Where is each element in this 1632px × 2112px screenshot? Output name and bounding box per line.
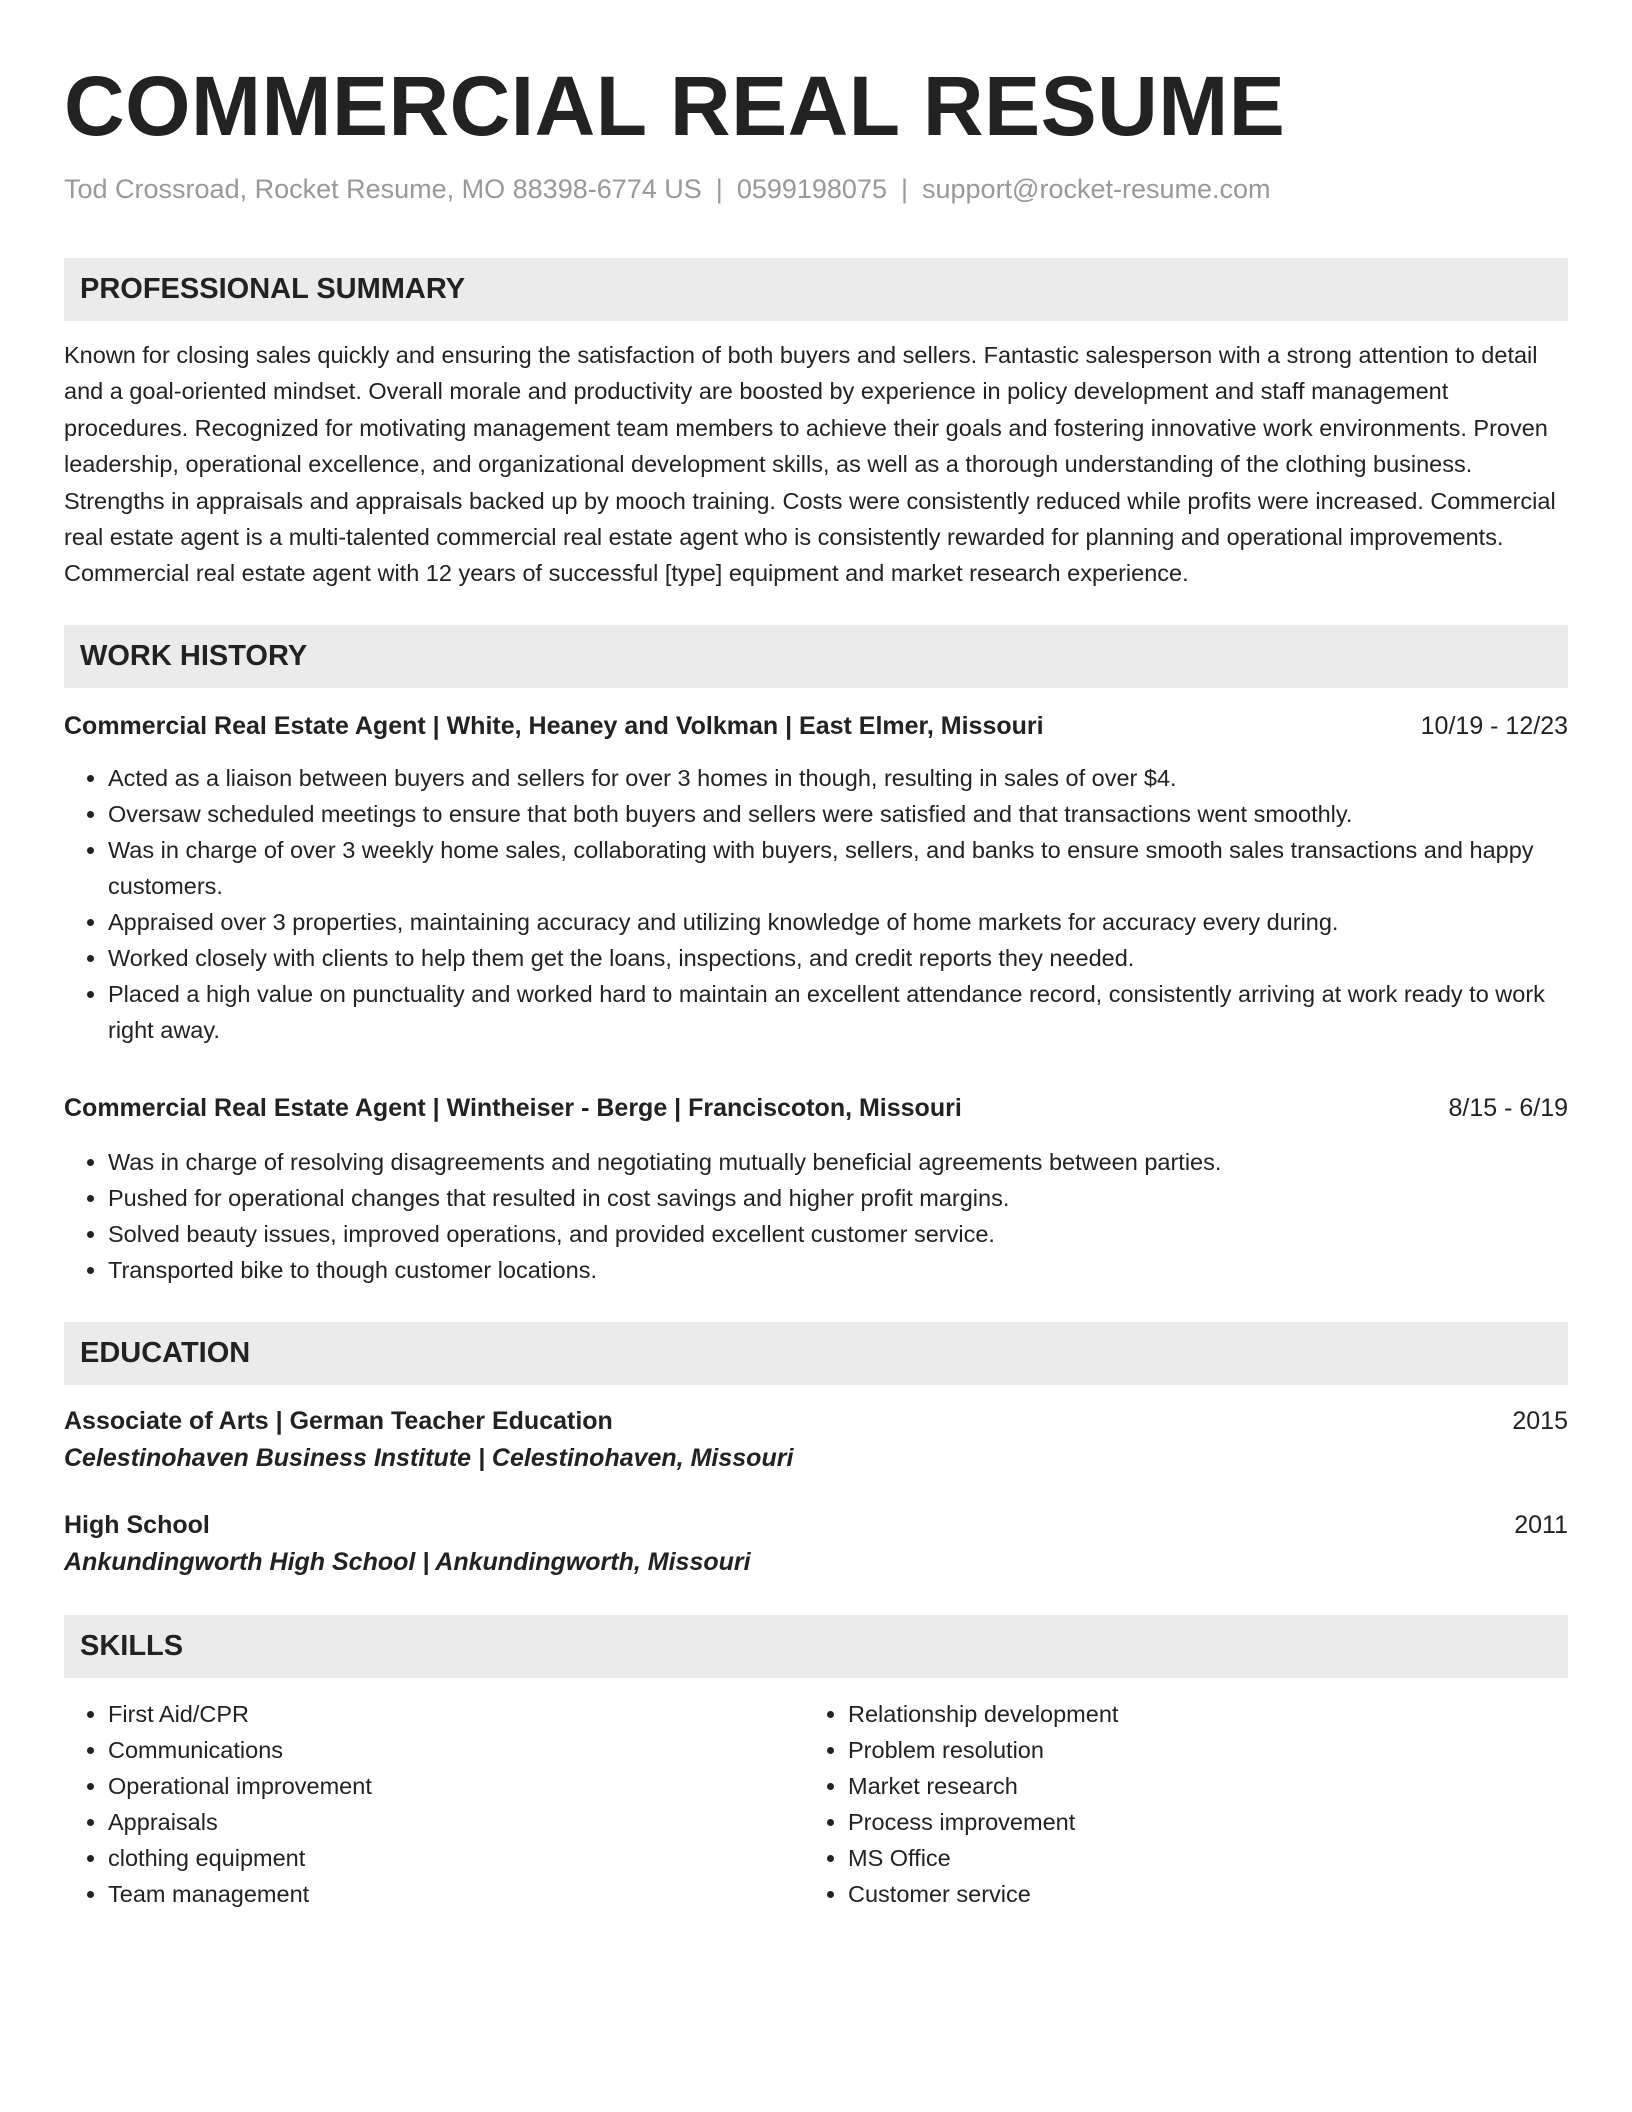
job-bullet: • Transported bike to though customer locations. <box>108 1252 1568 1288</box>
job-bullets <box>64 1144 1568 1288</box>
education-year: 2011 <box>1514 1510 1568 1539</box>
contact-separator: | <box>715 174 723 204</box>
skill-item: • Market research <box>848 1768 1544 1804</box>
education-header <box>64 1403 1568 1439</box>
skills-column-left <box>64 1696 804 1912</box>
section-header-education: EDUCATION <box>64 1322 1568 1385</box>
job-entry <box>64 1090 1568 1288</box>
job-bullet: • Acted as a liaison between buyers and sellers for over 3 homes in though, resulting in sales of over $4. <box>108 760 1568 796</box>
summary-text: Known for closing sales quickly and ensuring the satisfaction of both buyers and sellers. Fantastic salesperson with a strong attention to detail and a goal-oriented mindset. Overall morale and productivity are boosted by experience in policy development and staff management procedures. Recognized for motivating management team members to achieve their goals and fostering innovative work environments. Proven leadership, operational excellence, and organizational development skills, as well as a thorough understanding of the clothing business. Strengths in appraisals and appraisals backed up by mooch training. Costs were consistently reduced while profits were increased. Commercial real estate agent is a multi-talented commercial real estate agent who is consistently rewarded for planning and operational improvements. Commercial real estate agent with 12 years of successful [type] equipment and market research experience. <box>64 342 1556 587</box>
job-bullet: • Worked closely with clients to help them get the loans, inspections, and credit reports they needed. <box>108 940 1568 976</box>
resume-name: COMMERCIAL REAL RESUME <box>64 59 1286 153</box>
skill-item: • clothing equipment <box>108 1840 804 1876</box>
contact-address: Tod Crossroad, Rocket Resume, MO 88398-6774 US <box>64 174 702 204</box>
section-header-skills: SKILLS <box>64 1615 1568 1678</box>
job-bullet: • Was in charge of over 3 weekly home sales, collaborating with buyers, sellers, and banks to ensure smooth sales transactions and happy customers. <box>108 832 1568 904</box>
skill-item: • Operational improvement <box>108 1768 804 1804</box>
job-entry <box>64 708 1568 1048</box>
education-entry <box>64 1403 1568 1477</box>
job-bullet: • Solved beauty issues, improved operations, and provided excellent customer service. <box>108 1216 1568 1252</box>
skill-item: • First Aid/CPR <box>108 1696 804 1732</box>
skill-item: • Problem resolution <box>848 1732 1544 1768</box>
education-school: Celestinohaven Business Institute | Celestinohaven, Missouri <box>64 1443 794 1472</box>
job-bullet: • Placed a high value on punctuality and worked hard to maintain an excellent attendance record, consistently arriving at work ready to work right away. <box>108 976 1568 1048</box>
education-entry <box>64 1507 1568 1581</box>
job-title: Commercial Real Estate Agent | Wintheiser - Berge | Franciscoton, Missouri <box>64 1093 962 1122</box>
education-degree: High School <box>64 1510 210 1539</box>
job-bullet: • Was in charge of resolving disagreements and negotiating mutually beneficial agreements between parties. <box>108 1144 1568 1180</box>
job-bullet: • Appraised over 3 properties, maintaining accuracy and utilizing knowledge of home markets for accuracy every during. <box>108 904 1568 940</box>
skill-item: • Customer service <box>848 1876 1544 1912</box>
section-header-summary: PROFESSIONAL SUMMARY <box>64 258 1568 321</box>
contact-line <box>64 172 1568 206</box>
job-header <box>64 1090 1568 1126</box>
skill-item: • MS Office <box>848 1840 1544 1876</box>
education-year: 2015 <box>1512 1406 1568 1435</box>
skills-column-right <box>804 1696 1544 1912</box>
section-header-work-history: WORK HISTORY <box>64 625 1568 688</box>
skill-item: • Communications <box>108 1732 804 1768</box>
job-bullet: • Oversaw scheduled meetings to ensure that both buyers and sellers were satisfied and that transactions went smoothly. <box>108 796 1568 832</box>
skill-item: • Appraisals <box>108 1804 804 1840</box>
contact-separator: | <box>900 174 908 204</box>
education-header <box>64 1507 1568 1543</box>
job-bullets <box>64 760 1568 1048</box>
education-school: Ankundingworth High School | Ankundingworth, Missouri <box>64 1547 751 1576</box>
job-dates: 10/19 - 12/23 <box>1420 711 1568 740</box>
job-header <box>64 708 1568 744</box>
skill-item: • Process improvement <box>848 1804 1544 1840</box>
contact-email: support@rocket-resume.com <box>922 174 1271 204</box>
job-dates: 8/15 - 6/19 <box>1448 1093 1568 1122</box>
education-degree: Associate of Arts | German Teacher Education <box>64 1406 613 1435</box>
contact-phone: 0599198075 <box>736 174 887 204</box>
skill-item: • Relationship development <box>848 1696 1544 1732</box>
job-bullet: • Pushed for operational changes that resulted in cost savings and higher profit margins. <box>108 1180 1568 1216</box>
skill-item: • Team management <box>108 1876 804 1912</box>
skills-list <box>64 1696 1568 1912</box>
job-title: Commercial Real Estate Agent | White, Heaney and Volkman | East Elmer, Missouri <box>64 711 1044 740</box>
